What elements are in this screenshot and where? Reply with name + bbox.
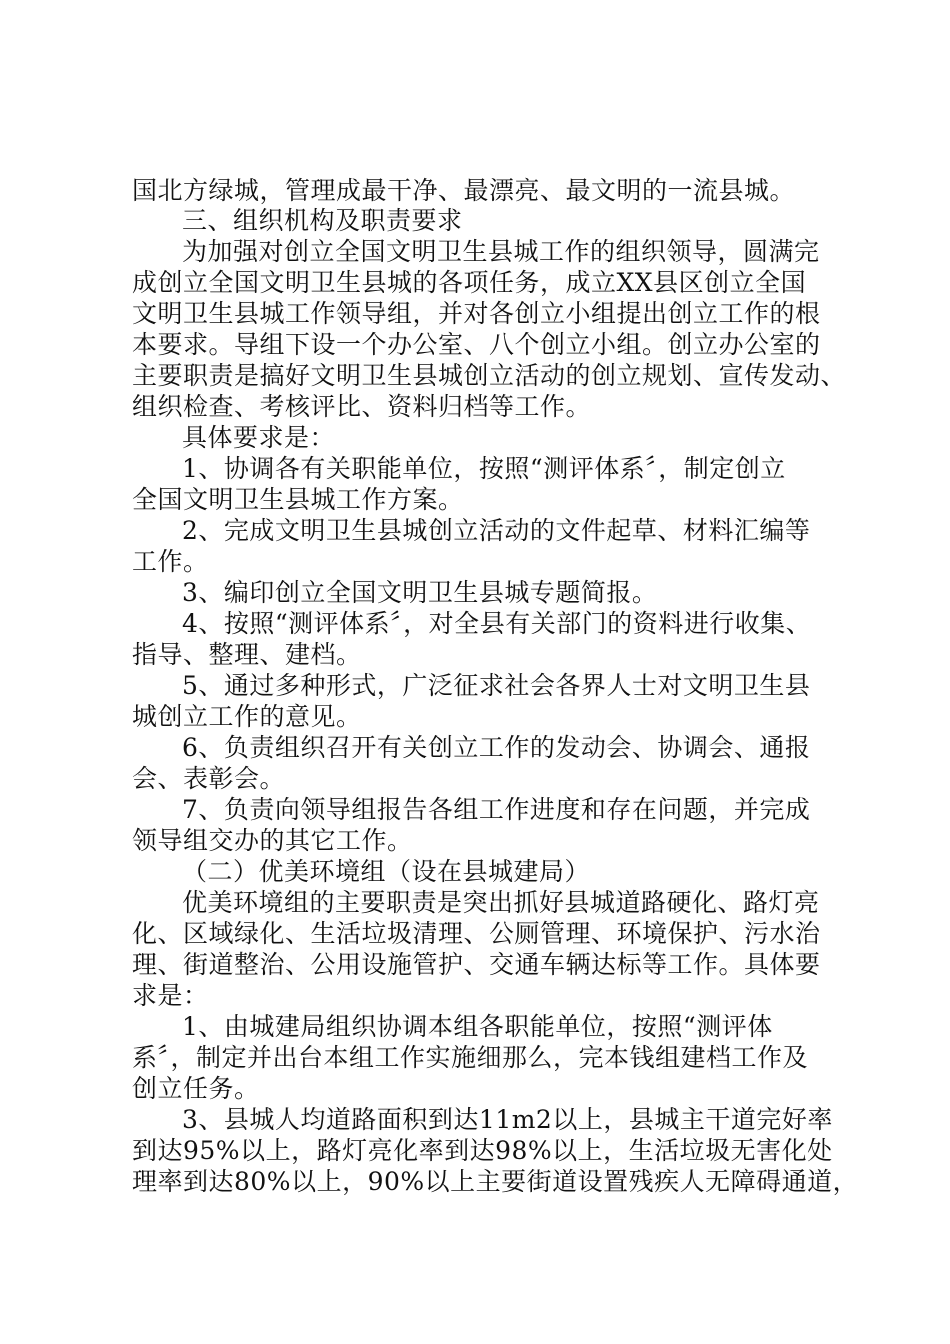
list-item: 4、按照“测评体系〞，对全县有关部门的资料进行收集、	[182, 609, 812, 638]
list-item: 3、编印创立全国文明卫生县城专题简报。	[182, 578, 658, 607]
text-line: 国北方绿城，管理成最干净、最漂亮、最文明的一流县城。	[132, 176, 796, 205]
list-item: 5、通过多种形式，广泛征求社会各界人士对文明卫生县	[182, 671, 811, 700]
section-heading: （二）优美环境组（设在县城建局）	[182, 857, 591, 886]
text-line: 成创立全国文明卫生县城的各项任务，成立XX县区创立全国	[132, 268, 807, 297]
text-line: 理、街道整治、公用设施管护、交通车辆达标等工作。具体要	[132, 950, 821, 979]
text-line: 系〞，制定并出台本组工作实施细那么，完本钱组建档工作及	[132, 1043, 809, 1072]
text-line: 领导组交办的其它工作。	[132, 826, 413, 855]
text-line: 求是：	[132, 981, 209, 1010]
list-item: 1、协调各有关职能单位，按照“测评体系〞，制定创立	[182, 454, 786, 483]
text-line: 本要求。导组下设一个办公室、八个创立小组。创立办公室的	[132, 330, 821, 359]
text-line: 理率到达80%以上，90%以上主要街道设置残疾人无障碍通道，	[132, 1167, 859, 1196]
text-line: 主要职责是搞好文明卫生县城创立活动的创立规划、宣传发动、	[132, 361, 847, 390]
text-line: 创立任务。	[132, 1074, 260, 1103]
text-line: 指导、整理、建档。	[132, 640, 362, 669]
text-line: 具体要求是：	[182, 423, 336, 452]
text-line: 优美环境组的主要职责是突出抓好县城道路硬化、路灯亮	[182, 888, 820, 917]
list-item: 2、完成文明卫生县城创立活动的文件起草、材料汇编等	[182, 516, 811, 545]
text-line: 文明卫生县城工作领导组，并对各创立小组提出创立工作的根	[132, 299, 821, 328]
list-item: 6、负责组织召开有关创立工作的发动会、协调会、通报	[182, 733, 811, 762]
text-line: 化、区域绿化、生活垃圾清理、公厕管理、环境保护、污水治	[132, 919, 821, 948]
text-line: 工作。	[132, 547, 209, 576]
text-line: 会、表彰会。	[132, 764, 286, 793]
list-item: 1、由城建局组织协调本组各职能单位，按照“测评体	[182, 1012, 773, 1041]
text-line: 组织检查、考核评比、资料归档等工作。	[132, 392, 592, 421]
section-heading: 三、组织机构及职责要求	[182, 206, 463, 235]
text-line: 城创立工作的意见。	[132, 702, 362, 731]
text-line: 为加强对创立全国文明卫生县城工作的组织领导，圆满完	[182, 237, 820, 266]
list-item: 3、县城人均道路面积到达11m2以上，县城主干道完好率	[182, 1105, 833, 1134]
list-item: 7、负责向领导组报告各组工作进度和存在问题，并完成	[182, 795, 811, 824]
text-line: 到达95%以上，路灯亮化率到达98%以上，生活垃圾无害化处	[132, 1136, 833, 1165]
text-line: 全国文明卫生县城工作方案。	[132, 485, 464, 514]
